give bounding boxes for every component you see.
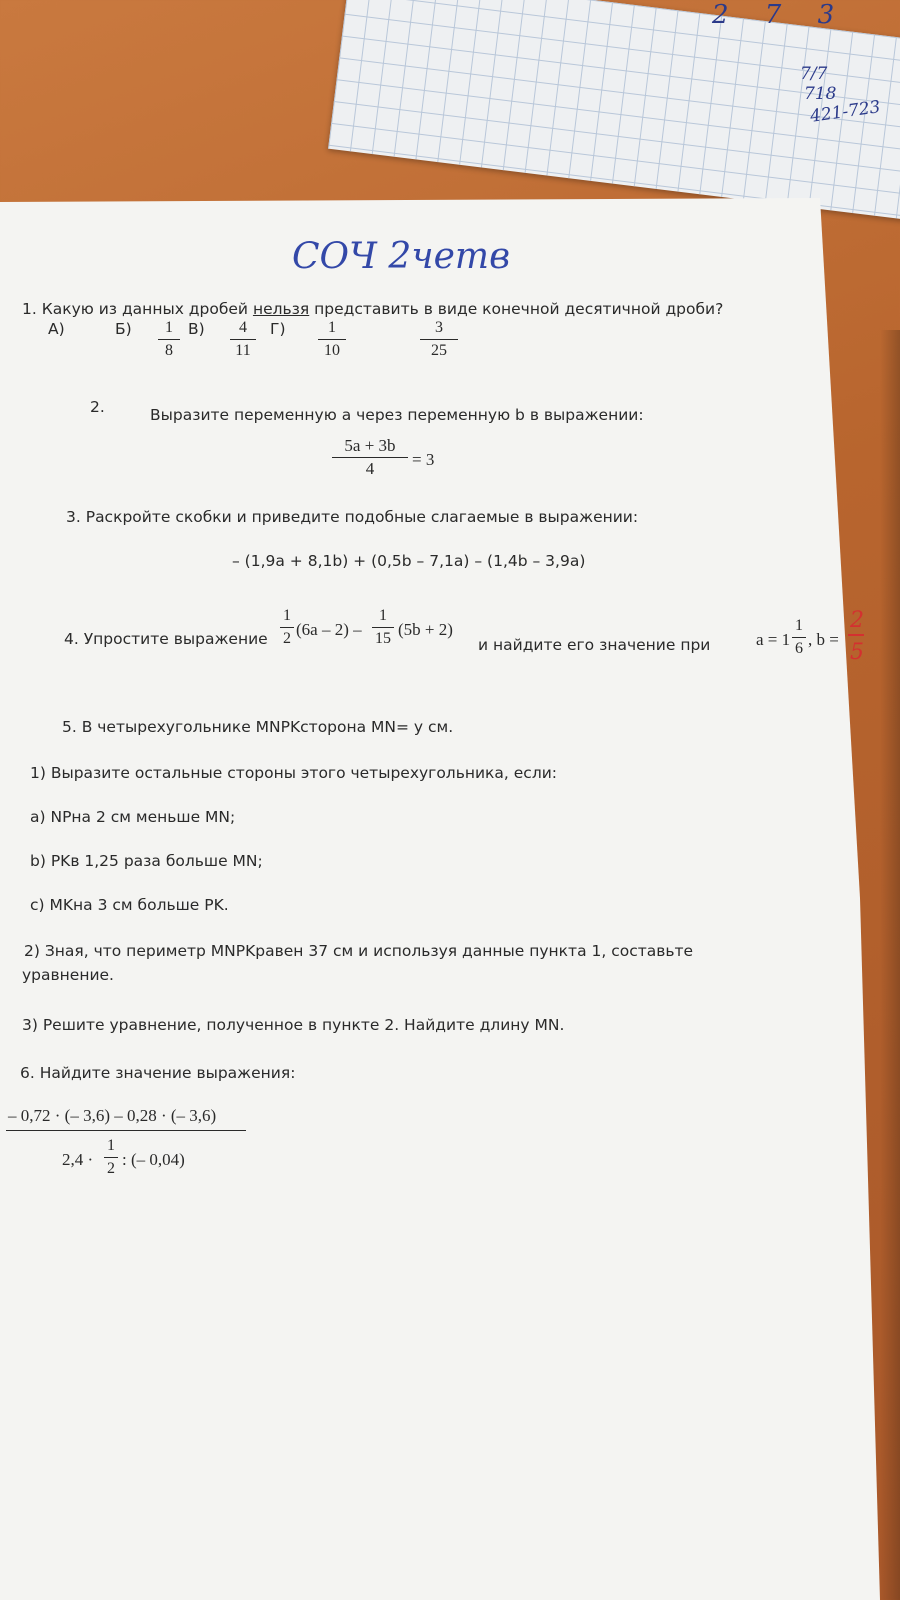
q4-term-1: (6a – 2) –	[296, 620, 362, 639]
q3-expression: – (1,9a + 8,1b) + (0,5b – 7,1a) – (1,4b – 3,9a)	[232, 552, 586, 570]
q1-option-v-label: В)	[188, 320, 205, 338]
paper-edge-shadow	[880, 330, 900, 1600]
q4-a-value: a = 1	[756, 630, 791, 649]
q1-fraction-1-10: 1 10	[318, 318, 346, 361]
q6-denominator-a: 2,4 ·	[62, 1150, 94, 1169]
question-5-head: 5. В четырехугольнике MNPKсторона MN= y см.	[62, 718, 454, 736]
q6-denominator-fraction: 1 2	[104, 1136, 118, 1179]
notebook-note-3: 421-723	[808, 97, 882, 127]
q4-fraction-1-15: 1 15	[372, 606, 394, 649]
q1-option-b-label: Б)	[115, 320, 132, 338]
q1-option-a-label: А)	[48, 320, 65, 338]
q1-fraction-3-25: 3 25	[420, 318, 458, 361]
q2-rhs: = 3	[412, 450, 435, 469]
q4-b-handwritten-bar	[848, 634, 864, 636]
q4-term-2: (5b + 2)	[398, 620, 453, 639]
q4-a-fraction: 1 6	[792, 616, 806, 659]
notebook-note-2: 718	[804, 84, 837, 104]
q4-fraction-1-2: 1 2	[280, 606, 294, 649]
q1-option-g-label: Г)	[270, 320, 286, 338]
q6-denominator-b: : (– 0,04)	[122, 1150, 185, 1169]
q6-numerator: – 0,72 · (– 3,6) – 0,28 · (– 3,6)	[8, 1106, 217, 1125]
question-2-number: 2.	[90, 398, 105, 416]
q4-b-label: , b =	[808, 630, 839, 649]
q5-part-1: 1) Выразите остальные стороны этого четырехугольника, если:	[30, 764, 558, 782]
question-4-text-2: и найдите его значение при	[478, 636, 711, 654]
page-title: СОЧ 2четв	[292, 236, 511, 277]
notebook-digits: 2 7 3	[712, 0, 849, 30]
q1-fraction-1-8: 1 8	[158, 318, 180, 361]
q6-fraction-bar	[6, 1130, 246, 1131]
question-6-text: 6. Найдите значение выражения:	[20, 1064, 296, 1082]
q5-part-2-line-1: 2) Зная, что периметр MNPKравен 37 см и используя данные пункта 1, составьте	[24, 942, 694, 960]
question-2-text: Выразите переменную a через переменную b в выражении:	[150, 406, 644, 424]
q5-part-2-line-2: уравнение.	[22, 966, 114, 984]
q5-part-3: 3) Решите уравнение, полученное в пункте 2. Найдите длину MN.	[22, 1016, 565, 1034]
q2-fraction: 5a + 3b 4	[332, 436, 408, 479]
q1-fraction-4-11: 4 11	[230, 318, 256, 361]
q5-item-b: b) PKв 1,25 раза больше MN;	[30, 852, 263, 870]
q5-item-a: a) NPна 2 см меньше MN;	[30, 808, 236, 826]
notebook-note-1: 7/7	[800, 64, 828, 84]
q4-b-handwritten-numerator: 2	[850, 608, 864, 633]
q5-item-c: c) MKна 3 см больше PK.	[30, 896, 229, 914]
question-4-lead: 4. Упростите выражение	[64, 630, 268, 648]
question-1-text: 1. Какую из данных дробей нельзя представить в виде конечной десятичной дроби?	[22, 300, 724, 318]
question-3-text: 3. Раскройте скобки и приведите подобные слагаемые в выражении:	[66, 508, 639, 526]
q4-b-handwritten-denominator: 5	[850, 640, 864, 665]
